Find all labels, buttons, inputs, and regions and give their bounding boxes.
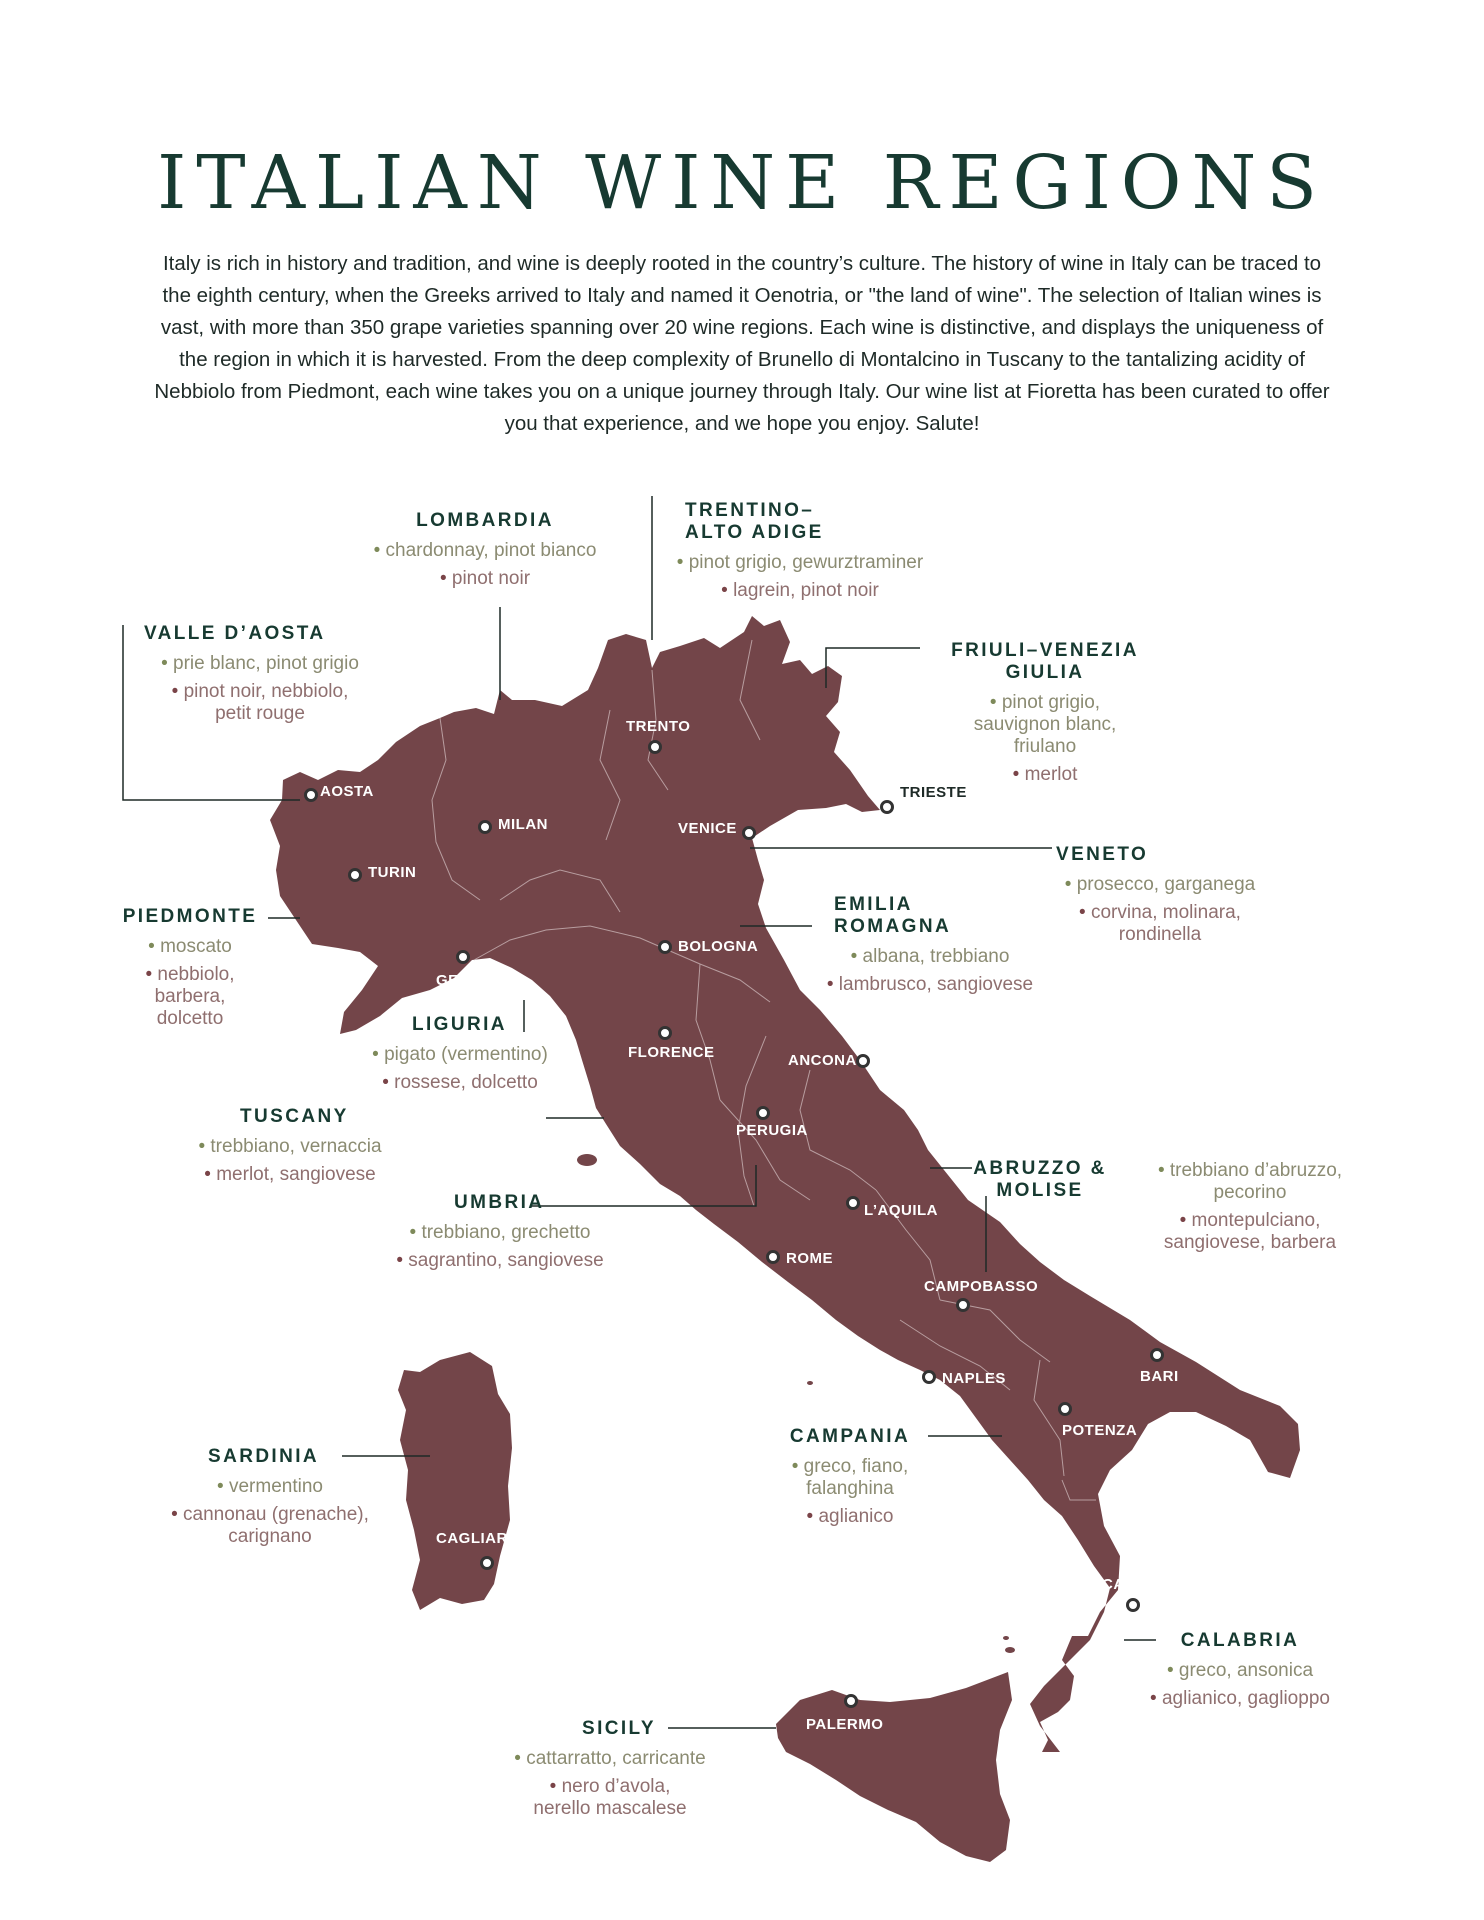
city-dot-aosta	[304, 788, 318, 802]
region-name: CAMPANIA	[789, 1426, 911, 1447]
city-venice: VENICE	[678, 820, 737, 837]
region-name: VENETO	[1056, 844, 1149, 865]
city-dot-rome	[766, 1250, 780, 1264]
region-name: UMBRIA	[454, 1192, 545, 1213]
city-trento: TRENTO	[626, 718, 691, 735]
region-veneto	[1040, 844, 1280, 946]
city-dot-laquila	[846, 1196, 860, 1210]
region-name: TRENTINO– ALTO ADIGE	[685, 500, 824, 543]
region-name: SARDINIA	[208, 1446, 320, 1467]
city-ancona: ANCONA	[788, 1052, 857, 1069]
red-grapes: • pinot noir, nebbiolo, petit rouge	[130, 681, 390, 725]
white-grapes: • pigato (vermentino)	[340, 1044, 580, 1066]
region-emilia-romagna	[810, 894, 1050, 996]
red-grapes: • cannonau (grenache), carignano	[140, 1504, 400, 1548]
city-dot-turin	[348, 868, 362, 882]
city-trieste: TRIESTE	[900, 784, 967, 801]
city-dot-catanzo	[1126, 1598, 1140, 1612]
red-grapes: • montepulciano, sangiovese, barbera	[1130, 1210, 1370, 1254]
city-milan: MILAN	[498, 816, 548, 833]
red-grapes: • aglianico	[770, 1506, 930, 1528]
red-grapes: • nebbiolo, barbera, dolcetto	[110, 964, 270, 1030]
region-tuscany	[170, 1106, 410, 1186]
city-bari: BARI	[1140, 1368, 1179, 1385]
white-grapes: • vermentino	[140, 1476, 400, 1498]
region-sardinia	[140, 1446, 400, 1548]
region-umbria	[370, 1192, 630, 1272]
white-grapes: • pinot grigio, gewurztraminer	[650, 552, 950, 574]
city-genoa: GENOA	[436, 972, 494, 989]
region-sicily	[490, 1718, 730, 1820]
white-grapes: • prosecco, garganega	[1040, 874, 1280, 896]
white-grapes: • trebbiano, grechetto	[370, 1222, 630, 1244]
red-grapes: • corvina, molinara, rondinella	[1040, 902, 1280, 946]
city-laquila: L’AQUILA	[864, 1202, 938, 1219]
city-naples: NAPLES	[942, 1370, 1006, 1387]
white-grapes: • moscato	[110, 936, 270, 958]
red-grapes: • sagrantino, sangiovese	[370, 1250, 630, 1272]
region-lombardia	[340, 510, 630, 590]
city-dot-venice	[742, 826, 756, 840]
city-dot-genoa	[456, 950, 470, 964]
city-dot-bologna	[658, 940, 672, 954]
white-grapes: • albana, trebbiano	[810, 946, 1050, 968]
region-abruzzo-molise	[970, 1158, 1110, 1202]
city-perugia: PERUGIA	[736, 1122, 808, 1139]
city-dot-milan	[478, 820, 492, 834]
red-grapes: • pinot noir	[340, 568, 630, 590]
region-abruzzo-molise-grapes	[1130, 1160, 1370, 1254]
region-calabria	[1130, 1630, 1350, 1710]
region-name: VALLE D’AOSTA	[144, 623, 326, 644]
region-name: CALABRIA	[1180, 1630, 1300, 1651]
city-dot-trieste	[880, 800, 894, 814]
region-name: LOMBARDIA	[416, 510, 554, 531]
city-potenza: POTENZA	[1062, 1422, 1138, 1439]
city-dot-florence	[658, 1026, 672, 1040]
city-dot-trento	[648, 740, 662, 754]
region-name: FRIULI–VENEZIA GIULIA	[951, 640, 1139, 683]
red-grapes: • merlot, sangiovese	[170, 1164, 410, 1186]
city-dot-cagliari	[480, 1556, 494, 1570]
city-dot-ancona	[856, 1054, 870, 1068]
red-grapes: • lambrusco, sangiovese	[810, 974, 1050, 996]
city-campobasso: CAMPOBASSO	[924, 1278, 1039, 1295]
city-dot-palermo	[844, 1694, 858, 1708]
white-grapes: • greco, fiano, falanghina	[770, 1456, 930, 1500]
red-grapes: • rossese, dolcetto	[340, 1072, 580, 1094]
city-catanzo: CATANZO	[1102, 1576, 1177, 1593]
white-grapes: • trebbiano, vernaccia	[170, 1136, 410, 1158]
red-grapes: • lagrein, pinot noir	[650, 580, 950, 602]
region-campania	[770, 1426, 930, 1528]
city-rome: ROME	[786, 1250, 833, 1267]
region-valle-daosta	[130, 623, 390, 725]
city-dot-campobasso	[956, 1298, 970, 1312]
region-piedmonte	[110, 906, 270, 1030]
city-dot-potenza	[1058, 1402, 1072, 1416]
city-turin: TURIN	[368, 864, 417, 881]
city-bologna: BOLOGNA	[678, 938, 759, 955]
red-grapes: • nero d’avola, nerello mascalese	[490, 1776, 730, 1820]
white-grapes: • trebbiano d’abruzzo, pecorino	[1130, 1160, 1370, 1204]
sicily-shape	[776, 1672, 1012, 1862]
region-name: LIGURIA	[412, 1014, 507, 1035]
city-dot-perugia	[756, 1106, 770, 1120]
intro-paragraph: Italy is rich in history and tradition, and wine is deeply rooted in the country’s culture. The history of wine in Italy can be traced to the eighth century, when the Greeks arrived to Italy and named it Oenotria, or "the land of wine". The selection of Italian wines is vast, with more than 350 grape varieties spanning over 20 wine regions. Each wine is distinctive, and displays the uniqueness of the region in which it is harvested. From the deep complexity of Brunello di Montalcino in Tuscany to the tantalizing acidity of Nebbiolo from Piedmont, each wine takes you on a unique journey through Italy. Our wine list at Fioretta has been curated to offer you that experience, and we hope you enjoy. Salute!	[154, 252, 1330, 435]
city-aosta: AOSTA	[320, 783, 374, 800]
white-grapes: • pinot grigio, sauvignon blanc, friulano	[935, 692, 1155, 758]
region-trentino	[650, 500, 950, 602]
white-grapes: • greco, ansonica	[1130, 1660, 1350, 1682]
city-dot-naples	[922, 1370, 936, 1384]
white-grapes: • prie blanc, pinot grigio	[130, 653, 390, 675]
city-palermo: PALERMO	[806, 1716, 884, 1733]
region-friuli	[935, 640, 1155, 786]
city-cagliari: CAGLIARI	[436, 1530, 513, 1547]
region-name: TUSCANY	[240, 1106, 349, 1127]
white-grapes: • cattarratto, carricante	[490, 1748, 730, 1770]
region-name: SICILY	[582, 1718, 656, 1739]
region-name: PIEDMONTE	[122, 906, 258, 927]
city-florence: FLORENCE	[628, 1044, 715, 1061]
white-grapes: • chardonnay, pinot bianco	[340, 540, 630, 562]
sardinia-shape	[398, 1352, 512, 1610]
region-liguria	[340, 1014, 580, 1094]
red-grapes: • aglianico, gaglioppo	[1130, 1688, 1350, 1710]
city-dot-bari	[1150, 1348, 1164, 1362]
region-name: EMILIA ROMAGNA	[834, 894, 952, 937]
page-title: ITALIAN WINE REGIONS	[157, 140, 1327, 226]
region-name: ABRUZZO & MOLISE	[973, 1158, 1107, 1201]
red-grapes: • merlot	[935, 764, 1155, 786]
